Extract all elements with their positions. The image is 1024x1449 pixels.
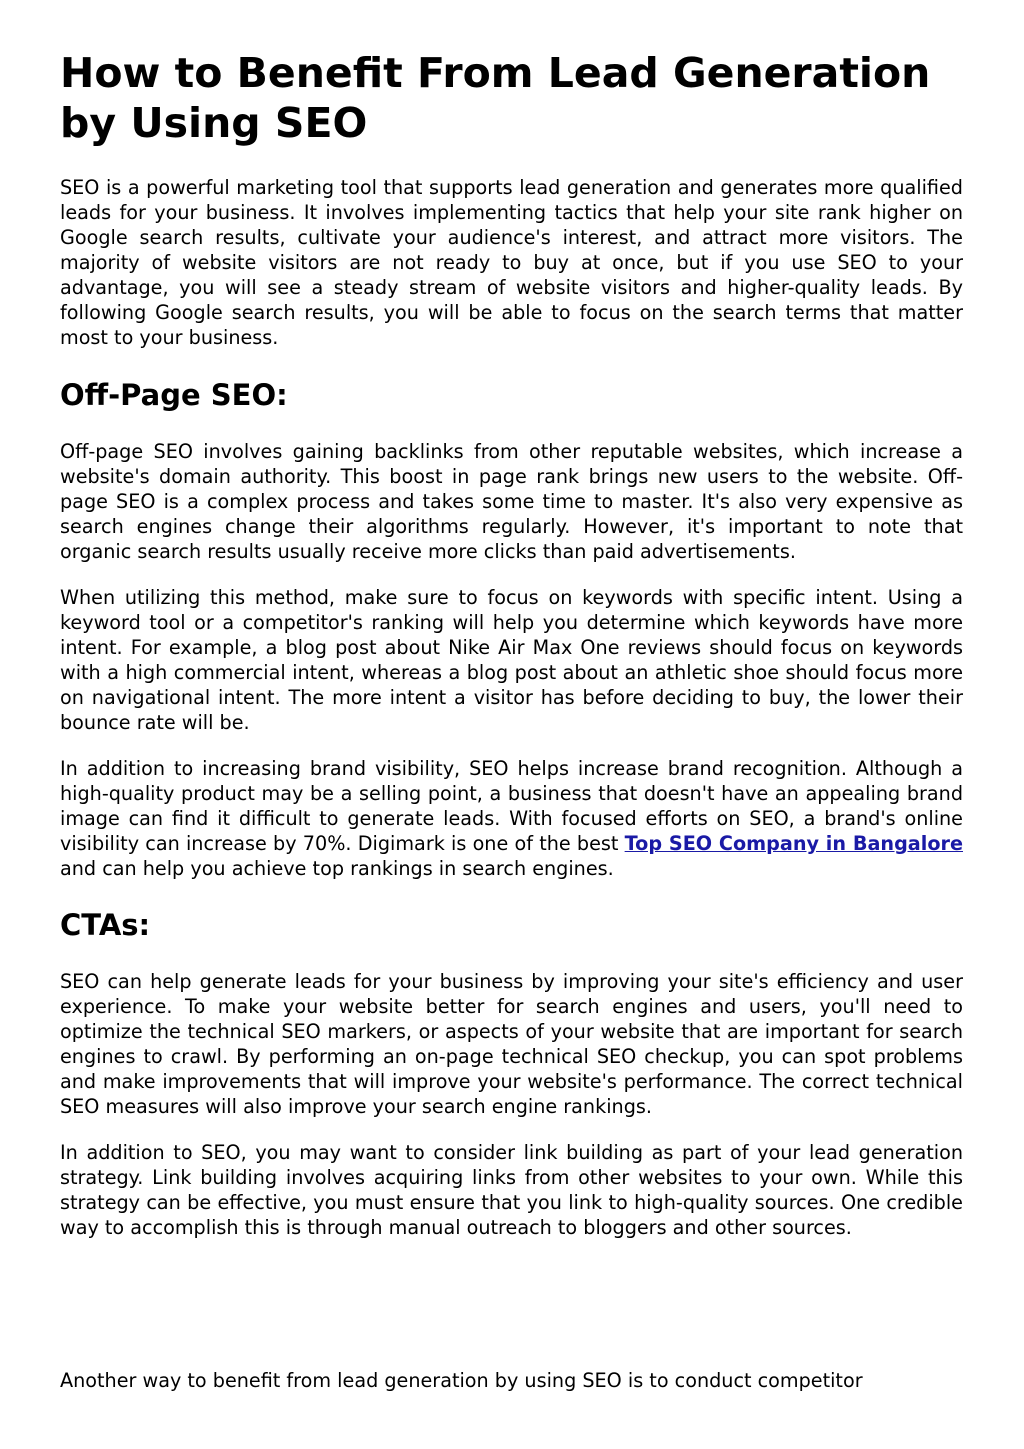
ctas-paragraph-1: SEO can help generate leads for your business by improving your site's efficiency and user experience. To make your website better for search engines and users, you'll need to optimize the technical SEO markers, or aspects of your website that are important for search engines to crawl. By performing an on-page technical SEO checkup, you can spot problems and make improvements that will improve your website's performance. The correct technical SEO measures will also improve your search engine rankings.: [60, 970, 963, 1118]
offpage-paragraph-3-text-after: and can help you achieve top rankings in search engines.: [60, 857, 614, 880]
intro-paragraph: SEO is a powerful marketing tool that supports lead generation and generates more qualified leads for your business. It involves implementing tactics that help your site rank higher on Google search results, cultivate your audience's interest, and attract more visitors. The majority of website visitors are not ready to buy at once, but if you use SEO to your advantage, you will see a steady stream of website visitors and higher-quality leads. By following Google search results, you will be able to focus on the search terms that matter most to your business.: [60, 176, 963, 349]
offpage-paragraph-3-text-before: In addition to increasing brand visibility, SEO helps increase brand recognition. Although a high-quality product may be a selling point, a business that doesn't have an appealing brand image can find it difficult to generate leads. With focused efforts on SEO, a brand's online visibility can increase by 70%. Digimark is one of the best: [60, 757, 963, 855]
offpage-paragraph-2: When utilizing this method, make sure to focus on keywords with specific intent. Using a keyword tool or a competitor's ranking will help you determine which keywords have more intent. For example, a blog post about Nike Air Max One reviews should focus on keywords with a high commercial intent, whereas a blog post about an athletic shoe should focus more on navigational intent. The more intent a visitor has before deciding to buy, the lower their bounce rate will be.: [60, 586, 963, 734]
ctas-paragraph-3-cut-off: Another way to benefit from lead generation by using SEO is to conduct competitor: [60, 1369, 863, 1392]
ctas-paragraph-2: In addition to SEO, you may want to consider link building as part of your lead generation strategy. Link building involves acquiring links from other websites to your own. While this strategy can be effective, you must ensure that you link to high-quality sources. One credible way to accomplish this is through manual outreach to bloggers and other sources.: [60, 1141, 963, 1239]
article-title: How to Benefit From Lead Generation by Using SEO: [60, 49, 931, 147]
document-page: [60, 48, 963, 1240]
offpage-paragraph-3: [60, 756, 963, 881]
offpage-seo-heading: Off-Page SEO:: [60, 378, 288, 412]
top-seo-company-link[interactable]: Top SEO Company in Bangalore: [624, 832, 963, 855]
offpage-paragraph-1: Off-page SEO involves gaining backlinks from other reputable websites, which increase a website's domain authority. This boost in page rank brings new users to the website. Off-page SEO is a complex process and takes some time to master. It's also very expensive as search engines change their algorithms regularly. However, it's important to note that organic search results usually receive more clicks than paid advertisements.: [60, 440, 963, 563]
ctas-heading: CTAs:: [60, 908, 151, 942]
